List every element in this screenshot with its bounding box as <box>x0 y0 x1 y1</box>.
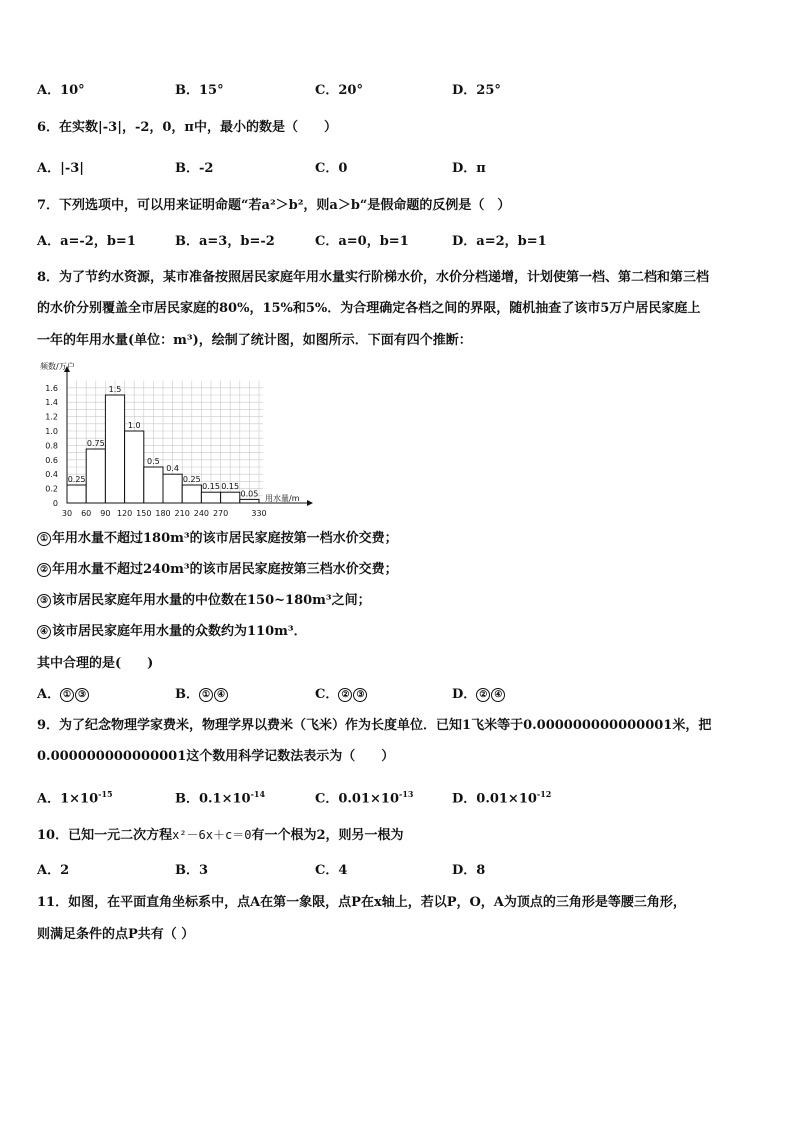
q6-option-b: B．-2 <box>175 161 214 176</box>
q9-option-b: B．$0.1\times 10^{-14}$ <box>175 789 266 807</box>
q6-option-d: D．π <box>452 161 486 176</box>
q8-inference-1 <box>37 530 398 548</box>
q8-stem-line-3: 一年的年用水量(单位：m³)，绘制了统计图，如图所示．下面有四个推断： <box>37 333 472 348</box>
x-tick-label: 330 <box>251 509 267 518</box>
bar-value-label: 0.75 <box>86 439 105 448</box>
y-tick-label: 1.2 <box>45 412 58 422</box>
y-tick-label: 1.0 <box>45 427 58 436</box>
x-tick-label: 210 <box>174 509 190 518</box>
q9-stem-line-1: 9．为了纪念物理学家费米，物理学界以费米（飞米）作为长度单位．已知1飞米等于0.000000000000001米，把 <box>37 718 712 733</box>
inference-mark-2: ② <box>37 563 51 577</box>
histogram-bar <box>163 474 182 503</box>
inference-text-1: 年用水量不超过180m³的该市居民家庭按第一档水价交费； <box>52 531 398 546</box>
y-axis-title: 频数/万户 <box>40 362 75 371</box>
bar-value-label: 0.25 <box>67 475 86 484</box>
histogram-bar <box>144 467 163 503</box>
inference-mark-1: ① <box>37 532 51 546</box>
bar-value-label: 1.0 <box>127 421 141 430</box>
q8-options <box>37 686 777 704</box>
x-tick-label: 180 <box>155 509 171 518</box>
q9-options <box>37 785 777 807</box>
q7-option-a: A．a=-2，b=1 <box>37 234 136 249</box>
q10-option-b: B．3 <box>175 863 209 878</box>
q5-option-c: C．20° <box>315 83 363 98</box>
q9-option-d: D．$0.01\times 10^{-12}$ <box>452 789 552 807</box>
y-tick-label: 0.4 <box>45 470 58 480</box>
bar-value-label: 1.5 <box>108 385 122 394</box>
histogram-bar <box>201 492 220 503</box>
x-tick-label: 150 <box>136 509 152 518</box>
bar-value-label: 0.25 <box>182 475 201 484</box>
histogram-bar <box>240 499 259 503</box>
inference-text-3: 该市居民家庭年用水量的中位数在150~180m³之间； <box>52 593 371 608</box>
histogram-bar <box>86 449 105 503</box>
q8-option-c: C． ② ③ <box>315 686 368 704</box>
q9-option-c: C．$0.01\times 10^{-13}$ <box>315 789 414 807</box>
q6-option-c: C．0 <box>315 161 348 176</box>
bar-value-label: 0.4 <box>166 464 179 474</box>
q10-option-a: A．2 <box>37 863 70 878</box>
q10-options <box>37 862 777 880</box>
q9-option-a: A．$1\times 10^{-15}$ <box>37 789 113 807</box>
q8-ask: 其中合理的是( ) <box>37 656 154 671</box>
q7-options <box>37 233 777 251</box>
q8-inference-2 <box>37 561 398 579</box>
x-tick-label: 60 <box>81 509 92 518</box>
bar-value-label: 0.15 <box>202 482 220 492</box>
q11-stem-line-1: 11．如图，在平面直角坐标系中，点A在第一象限，点P在x轴上，若以P，O，A为顶点的三角形是等腰三角形， <box>37 895 686 910</box>
q5-option-a: A．10° <box>37 83 85 98</box>
x-tick-label: 270 <box>212 509 229 518</box>
y-tick-label: 1.6 <box>45 383 58 393</box>
q8-inference-4 <box>37 623 307 641</box>
q8-option-d: D． ② ④ <box>452 686 506 704</box>
q8-stem-line-2: 的水价分别覆盖全市居民家庭的80%，15%和5%．为合理确定各档之间的界限，随机抽查了该市5万户居民家庭上 <box>37 301 701 316</box>
q8-option-b: B． ① ④ <box>175 686 229 704</box>
x-tick-label: 90 <box>100 509 111 518</box>
q7-stem: 7．下列选项中，可以用来证明命题“若a²＞b²，则a＞b“是假命题的反例是（ ） <box>37 198 511 213</box>
y-tick-label: 1.4 <box>45 398 58 408</box>
histogram-chart <box>37 362 317 520</box>
histogram-bar <box>125 431 144 503</box>
y-tick-label: 0.8 <box>45 441 58 451</box>
inference-text-4: 该市居民家庭年用水量的众数约为110m³． <box>52 624 307 639</box>
q10-stem: 10．已知一元二次方程x²－6x＋c＝0有一个根为2，则另一根为 <box>37 828 404 843</box>
q7-option-c: C．a=0，b=1 <box>315 234 409 249</box>
q5-options <box>37 82 777 100</box>
inference-text-2: 年用水量不超过240m³的该市居民家庭按第三档水价交费； <box>52 562 398 577</box>
x-axis-title: 用水量/m <box>265 494 300 503</box>
x-axis-arrow <box>307 500 313 506</box>
q7-option-d: D．a=2，b=1 <box>452 234 547 249</box>
q10-equation: x²－6x＋c＝0 <box>172 828 252 842</box>
y-tick-label: 0.2 <box>45 484 58 494</box>
histogram-bar <box>221 492 240 503</box>
x-tick-label: 30 <box>61 509 73 518</box>
histogram-bar <box>105 395 124 503</box>
histogram-bar <box>182 485 201 503</box>
q8-inference-3 <box>37 592 371 610</box>
bar-value-label: 0.5 <box>147 457 160 466</box>
x-tick-label: 120 <box>116 509 133 518</box>
q6-stem: 6．在实数|-3|，-2，0，π中，最小的数是（ ） <box>37 120 337 135</box>
q7-option-b: B．a=3，b=-2 <box>175 234 275 249</box>
y-tick-label: 0.6 <box>45 455 58 465</box>
q6-option-a: A．|-3| <box>37 161 84 176</box>
q6-options <box>37 160 777 178</box>
q11-stem-line-2: 则满足条件的点P共有（ ） <box>37 927 195 942</box>
bar-value-label: 0.15 <box>221 482 240 492</box>
x-tick-label: 240 <box>193 509 210 518</box>
q8-option-a: A． ① ③ <box>37 686 90 704</box>
inference-mark-4: ④ <box>37 625 51 639</box>
inference-mark-3: ③ <box>37 594 51 608</box>
q10-option-c: C．4 <box>315 863 348 878</box>
y-tick-label: 0 <box>52 499 58 508</box>
q5-option-b: B．15° <box>175 83 224 98</box>
q8-stem-line-1: 8．为了节约水资源，某市准备按照居民家庭年用水量实行阶梯水价，水价分档递增，计划使第一档、第二档和第三档 <box>37 270 710 285</box>
q5-option-d: D．25° <box>452 83 501 98</box>
histogram-bar <box>67 485 86 503</box>
q9-stem-line-2: 0.000000000000001这个数用科学记数法表示为（ ） <box>37 749 395 764</box>
bar-value-label: 0.05 <box>240 489 259 499</box>
q10-option-d: D．8 <box>452 863 486 878</box>
